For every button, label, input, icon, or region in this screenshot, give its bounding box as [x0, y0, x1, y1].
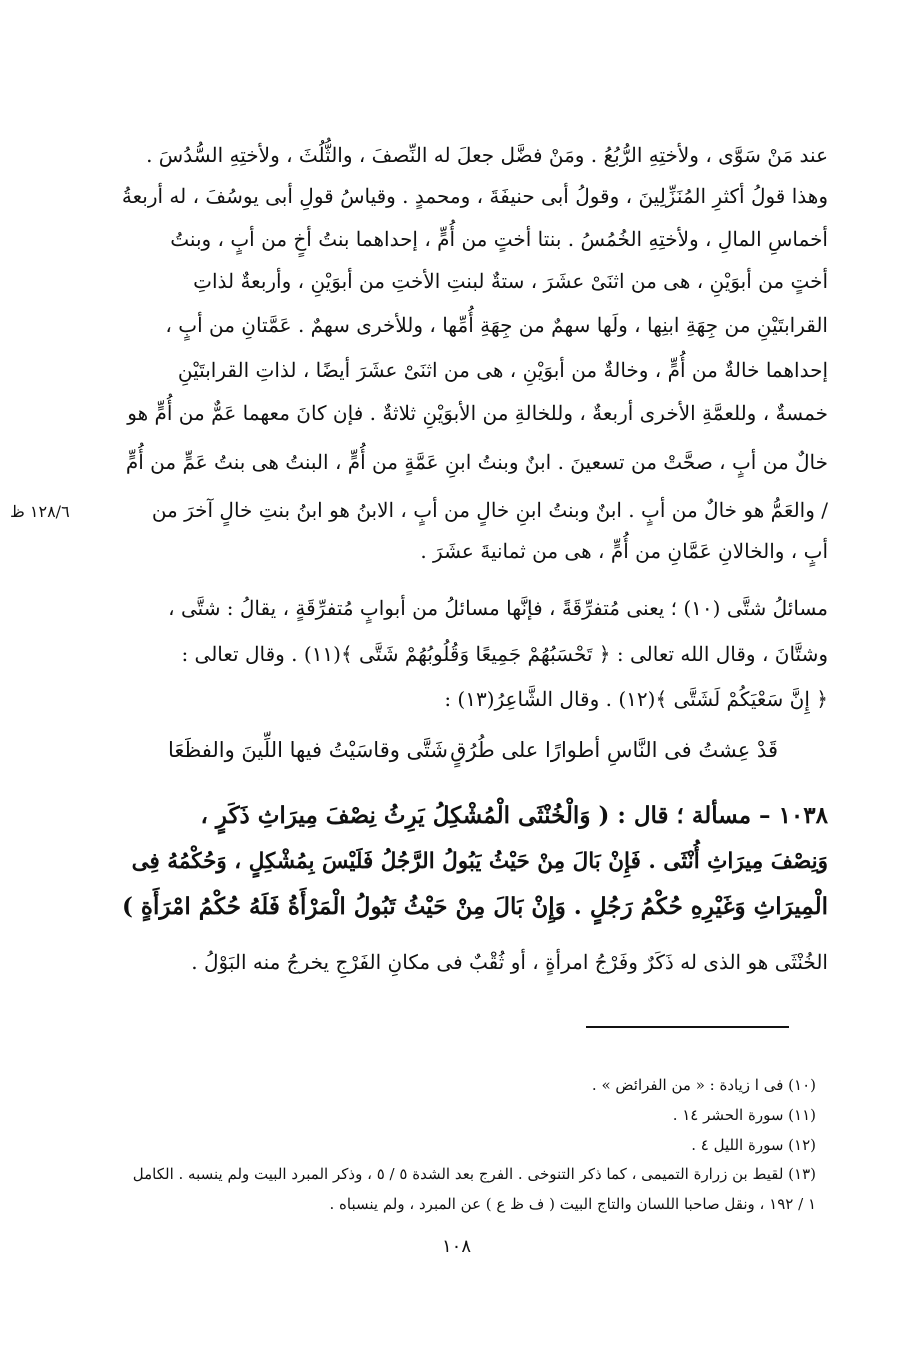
text-line: أخماسِ المالِ ، ولأختِهِ الخُمُسُ . بنتا أختٍ من أُمٍّ ، إحداهما بنتُ أخٍ من أبٍ ، وبنتُ	[170, 227, 828, 251]
verse-first-hemistich: قَدْ عِشتُ فى النَّاسِ أطوارًا على طُرُقٍ	[450, 738, 778, 762]
footnote: (١٠) فى ا زيادة : « من الفرائض » .	[591, 1076, 816, 1094]
text-line: إحداهما خالةٌ من أُمٍّ ، وخالةٌ من أبوَيْنِ ، هى من اثنَىْ عشَرَ أيضًا ، لذاتِ القرابتَيْنِ	[177, 358, 828, 382]
page-number: ١٠٨	[441, 1236, 471, 1257]
footnote: ١ / ١٩٢ ، ونقل صاحبا اللسان والتاج البيت ( ف ظ ع ) عن المبرد ، ولم ينسباه .	[329, 1195, 816, 1213]
masala-heading-line: ١٠٣٨ – مسألة ؛ قال : ( وَالْخُنْثَى الْمُشْكِلُ يَرِثُ نِصْفَ مِيرَاثِ ذَكَرٍ ،	[200, 802, 828, 829]
verse-second-hemistich: شَتَّى وقاسَيْتُ فيها اللِّينَ والفظَعَا	[168, 738, 448, 762]
text-line: أختٍ من أبوَيْنِ ، هى من اثنَىْ عشَرَ ، ستةٌ لبنتِ الأختِ من أبوَيْنِ ، وأربعةٌ لذاتِ	[193, 269, 828, 293]
text-line: وشتَّانَ ، وقال الله تعالى : ﴿ تَحْسَبُهُمْ جَمِيعًا وَقُلُوبُهُمْ شَتَّى ﴾(١١) . وقال تعالى :	[181, 642, 828, 666]
text-line: مسائلُ شتَّى (١٠) ؛ يعنى مُتفرِّقَةً ، فإنَّها مسائلُ من أبوابٍ مُتفرِّقَةٍ ، يقالُ : شتَّى ،	[168, 596, 828, 620]
text-line: أبٍ ، والخالانِ عَمَّانِ من أُمٍّ ، هى من ثمانيةَ عشَرَ .	[420, 539, 828, 563]
masala-text-line: وَنِصْفَ مِيرَاثِ أُنْثَى . فَإِنْ بَالَ مِنْ حَيْثُ يَبُولُ الرَّجُلُ فَلَيْسَ بِمُشْكِلٍ ، وَحُكْمُهُ فِى	[131, 849, 828, 874]
footnote: (١٣) لقيط بن زرارة التميمى ، كما ذكر التنوخى . الفرج بعد الشدة ٥ / ٥ ، وذكر المبرد البيت ولم ينسبه . الكامل	[132, 1165, 816, 1183]
text-line: خمسةٌ ، وللعمَّةِ الأخرى أربعةٌ ، وللخالةِ من الأبوَيْنِ ثلاثةٌ . فإن كانَ معهما عَمٌّ من أُمٍّ هو	[127, 401, 828, 425]
footnote: (١٢) سورة الليل ٤ .	[691, 1136, 816, 1154]
text-line: خالٌ من أبٍ ، صحَّتْ من تسعينَ . ابنٌ وبنتُ ابنِ عَمَّةٍ من أُمٍّ ، البنتُ هى بنتُ عَمٍّ من أُمٍّ	[125, 450, 828, 474]
text-line: ﴿ إِنَّ سَعْيَكُمْ لَشَتَّى ﴾(١٢) . وقال الشَّاعِرُ(١٣) :	[444, 687, 828, 711]
manuscript-folio-note: ١٢٨/٦ ظ	[10, 502, 70, 521]
text-line: / والعَمُّ هو خالٌ من أبٍ . ابنٌ وبنتُ ابنِ خالٍ من أبٍ ، الابنُ هو ابنُ بنتِ خالٍ آخرَ من	[151, 498, 828, 522]
text-line: القرابتَيْنِ من جِهَةِ ابنِها ، ولَها سهمٌ من جِهَةِ أُمِّها ، وللأخرى سهمٌ . عَمَّتانِ من أبٍ ،	[165, 313, 828, 337]
masala-text-line: الْمِيرَاثِ وَغَيْرِهِ حُكْمُ رَجُلٍ . وَإِنْ بَالَ مِنْ حَيْثُ تَبُولُ الْمَرْأَةُ فَلَهُ حُكْمُ امْرَأَةٍ )	[122, 893, 828, 920]
text-line: وهذا قولُ أكثرِ المُنَزِّلِينَ ، وقولُ أبى حنيفَةَ ، ومحمدٍ . وقياسُ قولِ أبى يوسُفَ ، له أربعةُ	[121, 184, 828, 208]
definition-line: الخُنْثَى هو الذى له ذَكَرٌ وفَرْجُ امرأةٍ ، أو ثُقْبٌ فى مكانِ الفَرْجِ يخرجُ منه البَوْلُ .	[191, 950, 828, 974]
footnote-separator	[586, 1026, 789, 1028]
footnote: (١١) سورة الحشر ١٤ .	[672, 1106, 816, 1124]
text-line: عند مَنْ سَوَّى ، ولأختِهِ الرُّبُعُ . ومَنْ فضَّل جعلَ له النِّصفَ ، والثُّلُثَ ، ولأختِهِ السُّدُسَ .	[146, 143, 828, 167]
